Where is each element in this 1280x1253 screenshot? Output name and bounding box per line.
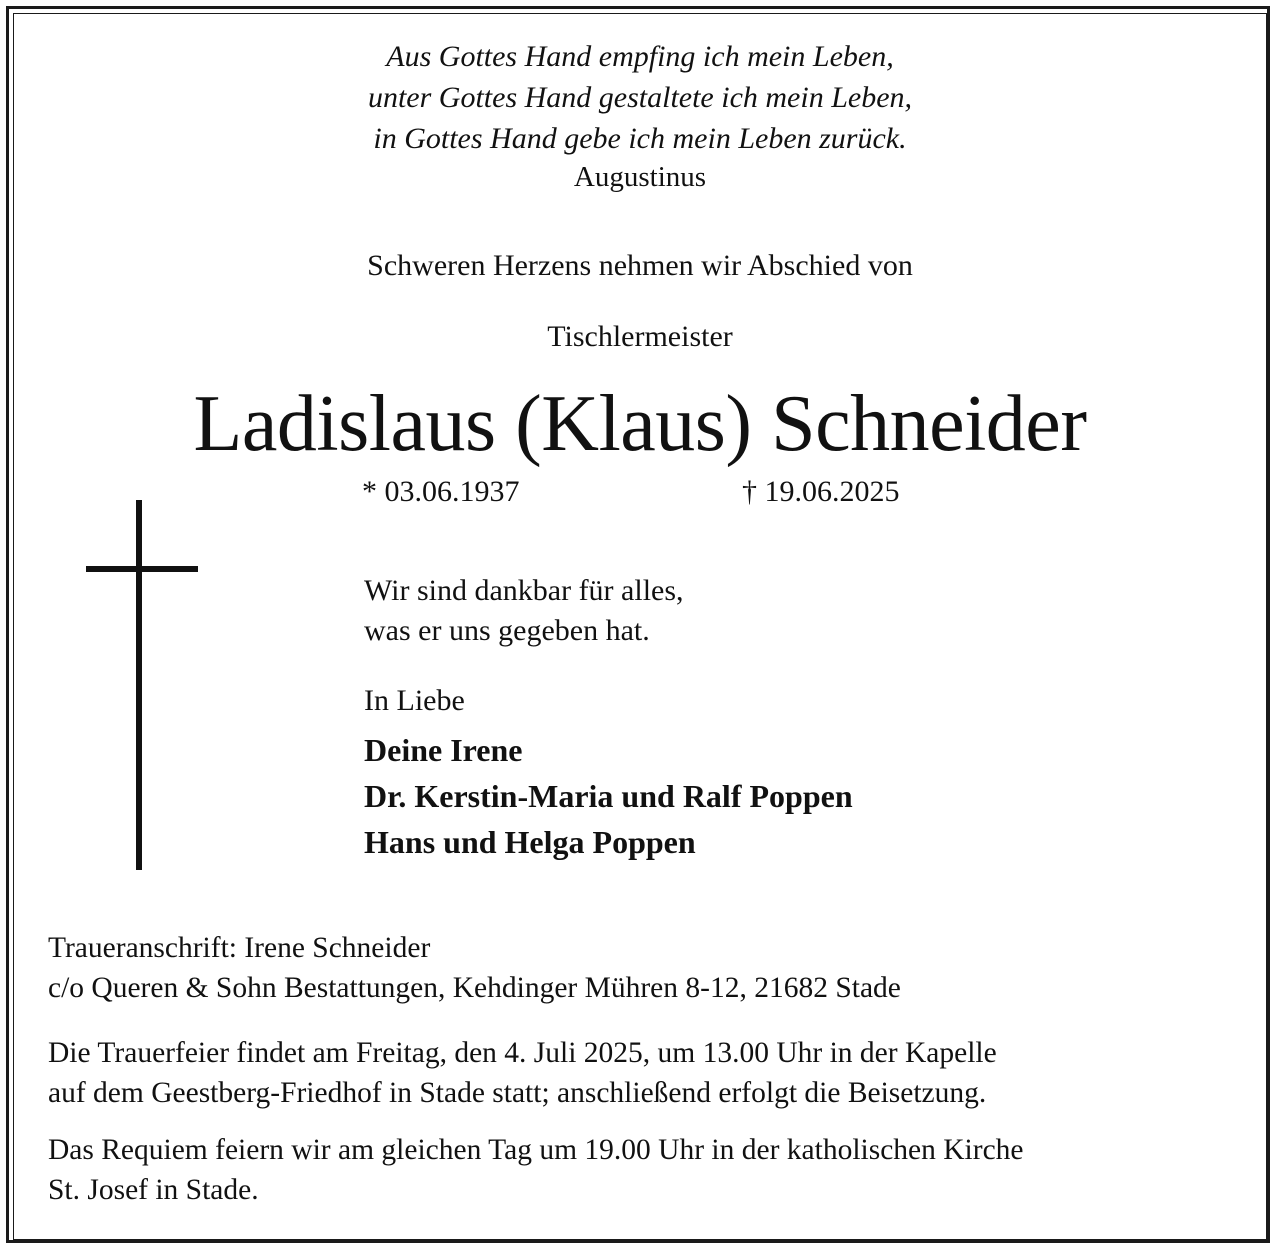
address-line: c/o Queren & Sohn Bestattungen, Kehdinger Mühren 8-12, 21682 Stade xyxy=(48,972,901,1004)
deceased-name: Ladislaus (Klaus) Schneider xyxy=(193,380,1087,468)
thanks-line: Wir sind dankbar für alles, xyxy=(364,574,684,607)
in-love: In Liebe xyxy=(364,684,465,717)
profession: Tischlermeister xyxy=(547,320,733,353)
thanks-text xyxy=(364,571,684,651)
intro-text: Schweren Herzens nehmen wir Abschied von xyxy=(367,249,913,282)
family-signature xyxy=(364,727,853,865)
funeral-ceremony xyxy=(48,1033,1248,1113)
birth-date: * 03.06.1937 xyxy=(362,475,520,508)
family-member: Hans und Helga Poppen xyxy=(364,824,696,860)
address-line: Traueranschrift: Irene Schneider xyxy=(48,932,431,964)
requiem-line: St. Josef in Stade. xyxy=(48,1174,259,1206)
cross-horizontal xyxy=(86,566,198,572)
requiem-line: Das Requiem feiern wir am gleichen Tag um 19.00 Uhr in der katholischen Kirche xyxy=(48,1134,1024,1166)
family-member: Deine Irene xyxy=(364,732,523,768)
verse-line: unter Gottes Hand gestaltete ich mein Leben, xyxy=(367,81,913,114)
cross-vertical xyxy=(136,500,142,870)
verse xyxy=(0,36,1280,159)
ceremony-line: auf dem Geestberg-Friedhof in Stade statt; anschließend erfolgt die Beisetzung. xyxy=(48,1077,987,1109)
verse-author: Augustinus xyxy=(573,161,707,193)
verse-line: in Gottes Hand gebe ich mein Leben zurück. xyxy=(373,122,907,155)
thanks-line: was er uns gegeben hat. xyxy=(364,614,650,647)
family-member: Dr. Kerstin-Maria und Ralf Poppen xyxy=(364,778,853,814)
requiem xyxy=(48,1130,1248,1210)
ceremony-line: Die Trauerfeier findet am Freitag, den 4. Juli 2025, um 13.00 Uhr in der Kapelle xyxy=(48,1037,997,1069)
mourning-address xyxy=(48,928,1248,1008)
verse-line: Aus Gottes Hand empfing ich mein Leben, xyxy=(386,40,894,73)
death-date: † 19.06.2025 xyxy=(742,475,900,508)
